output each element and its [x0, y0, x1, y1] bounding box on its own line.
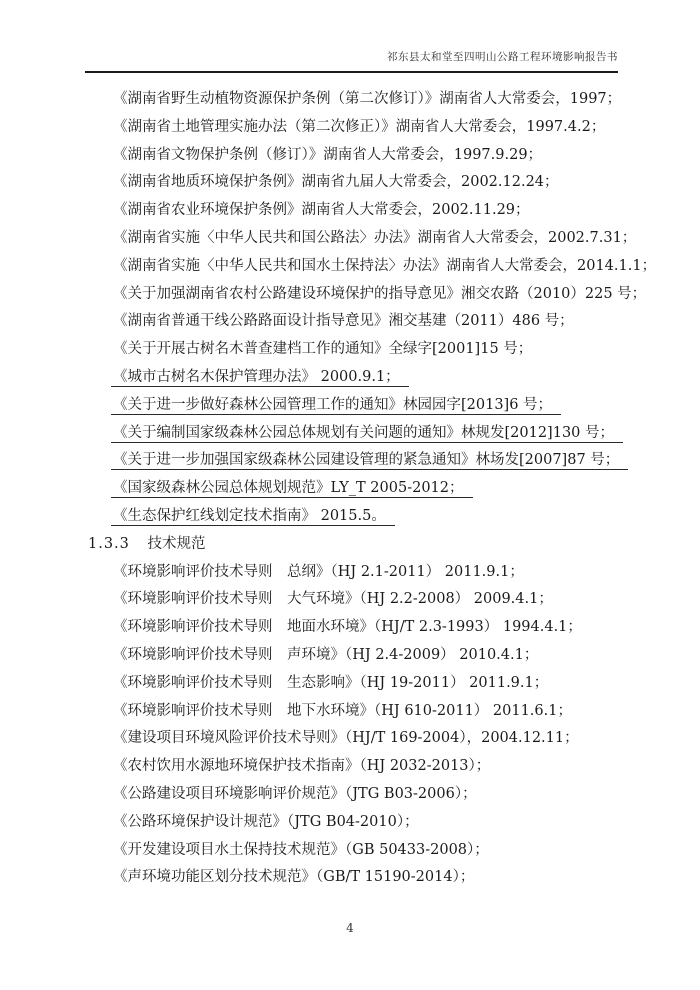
reference-line [88, 809, 648, 837]
reference-text: 《关于加强湖南省农村公路建设环境保护的指导意见》湘交农路（2010）225 号； [113, 285, 647, 302]
reference-text: 《生态保护红线划定技术指南》 2015.5。 [111, 508, 395, 526]
reference-line [88, 670, 648, 698]
reference-line [88, 837, 648, 865]
reference-text: 《建设项目环境风险评价技术导则》（HJ/T 169-2004），2004.12.11； [113, 730, 579, 747]
reference-text: 《关于进一步做好森林公园管理工作的通知》林园园字[2013]6 号； [111, 397, 561, 415]
reference-line [88, 308, 648, 336]
reference-line [88, 114, 648, 142]
reference-line [88, 614, 648, 642]
reference-line [88, 392, 648, 420]
reference-line [88, 225, 648, 253]
reference-text: 《环境影响评价技术导则 生态影响》（HJ 19-2011） 2011.9.1； [113, 674, 549, 691]
reference-text: 《开发建设项目水土保持技术规范》（GB 50433-2008）； [113, 841, 489, 858]
reference-line [88, 503, 648, 531]
reference-text: 《关于开展古树名木普查建档工作的通知》全绿字[2001]15 号； [113, 341, 533, 358]
reference-line [88, 197, 648, 225]
reference-line [88, 142, 648, 170]
reference-line [88, 336, 648, 364]
reference-line [88, 364, 648, 392]
reference-text: 《湖南省普通干线公路路面设计指导意见》湘交基建（2011）486 号； [113, 313, 574, 330]
reference-text: 《环境影响评价技术导则 声环境》（HJ 2.4-2009） 2010.4.1； [113, 646, 539, 663]
reference-line [88, 447, 648, 475]
reference-text: 《环境影响评价技术导则 大气环境》（HJ 2.2-2008） 2009.4.1； [113, 591, 553, 608]
header-title: 祁东县太和堂至四明山公路工程环境影响报告书 [387, 51, 618, 63]
reference-text: 《城市古树名木保护管理办法》 2000.9.1； [111, 369, 409, 387]
reference-text: 《湖南省实施〈中华人民共和国公路法〉办法》湖南省人大常委会，2002.7.31； [113, 229, 637, 246]
reference-text: 《环境影响评价技术导则 地面水环境》（HJ/T 2.3-1993） 1994.4.1； [113, 619, 582, 636]
reference-line [88, 420, 648, 448]
reference-text: 《公路环境保护设计规范》（JTG B04-2010）； [113, 813, 419, 830]
reference-line [88, 781, 648, 809]
reference-line [88, 642, 648, 670]
reference-text: 《农村饮用水源地环境保护技术指南》（HJ 2032-2013）； [113, 758, 491, 775]
reference-line [88, 753, 648, 781]
standards-list [88, 559, 648, 893]
reference-text: 《声环境功能区划分技术规范》（GB/T 15190-2014）； [113, 869, 475, 886]
reference-line [88, 864, 648, 892]
reference-text: 《关于进一步加强国家级森林公园建设管理的紧急通知》林场发[2007]87 号； [111, 452, 628, 470]
page-header [85, 50, 618, 73]
reference-line [88, 475, 648, 503]
reference-line [88, 86, 648, 114]
reference-line [88, 725, 648, 753]
page-footer [0, 921, 700, 935]
section-title: 技术规范 [147, 535, 206, 552]
reference-text: 《环境影响评价技术导则 地下水环境》（HJ 610-2011） 2011.6.1； [113, 702, 572, 719]
section-heading [88, 531, 648, 559]
reference-line [88, 559, 648, 587]
reference-text: 《湖南省文物保护条例（修订）》湖南省人大常委会，1997.9.29； [113, 146, 543, 163]
reference-line [88, 698, 648, 726]
page-number: 4 [346, 921, 354, 935]
reference-text: 《公路建设项目环境影响评价规范》（JTG B03-2006）； [113, 785, 477, 802]
reference-line [88, 586, 648, 614]
reference-text: 《湖南省地质环境保护条例》湖南省九届人大常委会，2002.12.24； [113, 174, 559, 191]
reference-text: 《湖南省土地管理实施办法（第二次修正）》湖南省人大常委会，1997.4.2； [113, 118, 606, 135]
regulations-list [88, 86, 657, 531]
reference-text: 《湖南省野生动植物资源保护条例（第二次修订）》湖南省人大常委会，1997； [113, 91, 622, 107]
document-content [88, 86, 657, 892]
reference-text: 《环境影响评价技术导则 总纲》（HJ 2.1-2011） 2011.9.1； [113, 563, 524, 580]
reference-text: 《湖南省农业环境保护条例》湖南省人大常委会，2002.11.29； [113, 202, 530, 219]
reference-text: 《湖南省实施〈中华人民共和国水土保持法〉办法》湖南省人大常委会，2014.1.1； [113, 257, 657, 274]
reference-text: 《关于编制国家级森林公园总体规划有关问题的通知》林规发[2012]130 号； [111, 425, 623, 443]
reference-line [88, 253, 657, 281]
reference-line [88, 169, 648, 197]
reference-text: 《国家级森林公园总体规划规范》LY_T 2005-2012； [111, 480, 473, 498]
section-number: 1.3.3 [88, 535, 130, 552]
reference-line [88, 281, 648, 309]
